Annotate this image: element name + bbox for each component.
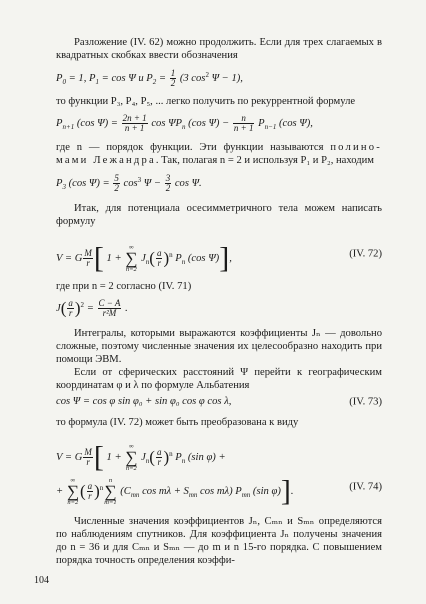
eq-text: P [56, 72, 63, 84]
fraction-numerator: a [68, 298, 73, 308]
eq-text: (C [117, 485, 131, 497]
paragraph-recurrence: то функции P₃, P₄, P₅, ... легко получить по рекуррентной формуле [56, 96, 356, 107]
fraction-numerator: a [156, 248, 162, 258]
fraction [156, 448, 163, 467]
sum-upper: ∞ [129, 244, 134, 251]
eq-sub: n−1 [264, 122, 277, 131]
left-bracket: [ [93, 440, 104, 474]
eq-text: J [138, 451, 146, 463]
eq-sup: 2 [80, 300, 85, 309]
eq-text: P [56, 117, 63, 129]
sum-operator: ∞ ∑ n=2 [66, 477, 79, 506]
eq-text: cos mλ) P [197, 485, 242, 497]
fraction-denominator: n + 1 [233, 123, 254, 133]
equation-iv73 [56, 395, 382, 409]
eq-sub: n [181, 456, 186, 465]
eq-text: Ψ − 1), [208, 72, 243, 84]
fraction-denominator: r [86, 457, 90, 467]
fraction-numerator: a [156, 447, 162, 457]
eq-text: = [156, 72, 169, 84]
eq-text: (cos Ψ) [185, 252, 220, 264]
eq-sub: n+1 [62, 122, 75, 131]
left-paren: ( [149, 248, 155, 268]
eq-sub: 1 [95, 77, 99, 86]
fraction-denominator: 2 [165, 183, 171, 193]
fraction-denominator: r²M [102, 308, 117, 318]
eq-text: P [56, 177, 63, 189]
fraction-numerator: M [84, 447, 92, 457]
eq-text: (cos Ψ) − [185, 117, 232, 129]
fraction-denominator: r [157, 258, 161, 268]
fraction [165, 174, 172, 193]
paragraph-transform: то формула (IV. 72) может быть преобразована к виду [56, 417, 299, 428]
fraction-numerator: a [87, 481, 93, 491]
fraction-numerator: 5 [114, 173, 119, 183]
left-bracket: [ [93, 241, 104, 275]
eq-text: Ψ − [141, 177, 164, 189]
fraction-numerator: n [233, 114, 255, 124]
fraction-denominator: 2 [170, 78, 176, 88]
eq-text: (sin φ) [250, 485, 281, 497]
eq-sub: mn [188, 490, 198, 499]
eq-text: + [56, 485, 66, 497]
sum-lower: n=2 [125, 266, 137, 273]
eq-sub: n [181, 257, 186, 266]
eq-text: P [172, 451, 182, 463]
fraction [83, 448, 93, 467]
sum-lower: n=2 [125, 465, 137, 472]
eq-sub: mn [241, 490, 251, 499]
fraction-denominator: r [88, 491, 92, 501]
paragraph-legendre [56, 141, 382, 167]
eq-text: V = G [56, 252, 83, 264]
right-paren: ) [163, 248, 170, 268]
eq-text: 1 + [103, 451, 125, 463]
eq-text: , [229, 252, 232, 264]
fraction [122, 114, 148, 133]
eq-text: (cos Ψ) = [65, 177, 113, 189]
eq-text: = [84, 302, 97, 314]
eq-text: cos [120, 177, 138, 189]
fraction [87, 482, 94, 501]
right-paren: ) [74, 298, 81, 318]
right-bracket: ] [219, 241, 230, 275]
fraction [67, 299, 74, 318]
paragraph-integrals: Интегралы, которыми выражаются коэффициенты Jₙ — довольно сложные, поэтому численные значения их целесообразно находить при помощи ЭВМ. [56, 328, 382, 365]
eq-text: cos Ψ = cos φ sin φ₀ + sin φ₀ cos φ cos λ, [56, 396, 232, 407]
eq-sub: n [182, 122, 186, 131]
paragraph-where: где при n = 2 согласно (IV. 71) [56, 281, 192, 292]
fraction [113, 174, 120, 193]
fraction-numerator: M [84, 248, 92, 258]
eq-text: P [172, 252, 182, 264]
left-paren: ( [60, 298, 67, 318]
eq-text: J [56, 302, 61, 314]
fraction-denominator: r [68, 308, 73, 318]
fraction [170, 69, 177, 88]
fraction-denominator: 2 [114, 183, 119, 193]
eq-text: V = G [56, 451, 83, 463]
eq-sub: 0 [62, 77, 66, 86]
fraction [83, 249, 93, 268]
eq-text: . [290, 485, 294, 497]
eq-text: = 1, P [65, 72, 96, 84]
eq-text: (3 cos [177, 72, 206, 84]
fraction [98, 299, 122, 318]
eq-sup: 3 [137, 175, 142, 184]
eq-sub: n [145, 456, 150, 465]
fraction-numerator: 1 [170, 68, 176, 78]
paragraph-coordinates: Если от сферических расстояний Ψ перейти к географическим координатам φ и λ по формуле Альбатения [56, 367, 382, 391]
eq-text: 1 + [103, 252, 125, 264]
right-bracket: ] [280, 474, 291, 508]
equation-p3 [56, 174, 382, 193]
eq-text: cos ΨP [148, 117, 183, 129]
sum-upper: ∞ [129, 443, 134, 450]
eq-text: . [122, 302, 128, 314]
left-paren: ( [149, 447, 155, 467]
right-paren: ) [163, 447, 170, 467]
left-paren: ( [79, 481, 86, 501]
sum-upper: n [108, 477, 113, 484]
equation-legendre-definitions [56, 69, 382, 88]
fraction-numerator: 2n + 1 [122, 113, 147, 123]
eq-sup: n [169, 250, 173, 259]
spaced-term: мами Лежандра [56, 155, 156, 166]
eq-sub: mn [130, 490, 140, 499]
right-paren: ) [94, 481, 100, 501]
fraction-numerator: 3 [165, 173, 171, 183]
eq-text: (sin φ) + [185, 451, 226, 463]
eq-text: cos Ψ. [172, 177, 202, 189]
paragraph-intro: Разложение (IV. 62) можно продолжить. Если для трех слагаемых в квадратных скобках ввести обозначения [56, 37, 382, 61]
sum-operator: ∞ ∑ n=2 [125, 443, 138, 472]
eq-text: P [255, 117, 265, 129]
equation-number: (IV. 72) [349, 248, 382, 260]
equation-number: (IV. 74) [349, 481, 382, 493]
sum-lower: n=2 [67, 499, 79, 506]
fraction [233, 114, 255, 133]
eq-text: (cos Ψ), [276, 117, 313, 129]
paragraph-potential: Итак, для потенциала осесимметричного тела можем написать формулу [56, 203, 382, 227]
equation-iv72 [56, 236, 382, 275]
eq-text: cos mλ + S [139, 485, 189, 497]
eq-sub: n [145, 257, 150, 266]
paragraph-coefficients: Численные значения коэффициентов Jₙ, Cₘₙ и Sₘₙ определяются по наблюдениям спутников. Для коэффициента Jₙ получены значения до n = 36 и для Cₘₙ и Sₘₙ — до m и n 15-го порядка. С повышением порядка точность определения коэффи- [56, 516, 382, 566]
eq-text: J [138, 252, 146, 264]
eq-sup: n [99, 483, 104, 492]
fraction-denominator: r [86, 258, 90, 268]
sum-operator: n ∑ m=1 [104, 477, 117, 506]
spaced-term: полино- [330, 142, 382, 153]
text-run: . Так, полагая n = 2 и используя P₁ и P₂, находим [155, 155, 375, 166]
eq-text: = cos Ψ и P [99, 72, 153, 84]
equation-j2 [56, 299, 382, 318]
equation-iv74-line2 [56, 469, 382, 508]
sum-lower: m=1 [104, 499, 117, 506]
eq-sub: 3 [62, 182, 66, 191]
page-number: 104 [34, 575, 49, 586]
equation-recurrence [56, 114, 382, 133]
sum-operator: ∞ ∑ n=2 [125, 244, 138, 273]
fraction-numerator: C − A [98, 298, 121, 308]
eq-text: (cos Ψ) = [74, 117, 121, 129]
eq-sub: 2 [152, 77, 157, 86]
text-run: где n — порядок функции. Эти функции называются [56, 142, 331, 153]
fraction-denominator: n + 1 [124, 123, 145, 133]
fraction [156, 249, 163, 268]
sum-upper: ∞ [70, 477, 76, 484]
equation-iv74-line1 [56, 435, 382, 474]
eq-sup: n [169, 449, 173, 458]
equation-number: (IV. 73) [349, 396, 382, 408]
fraction-denominator: r [157, 457, 161, 467]
eq-sup: 2 [205, 70, 209, 79]
